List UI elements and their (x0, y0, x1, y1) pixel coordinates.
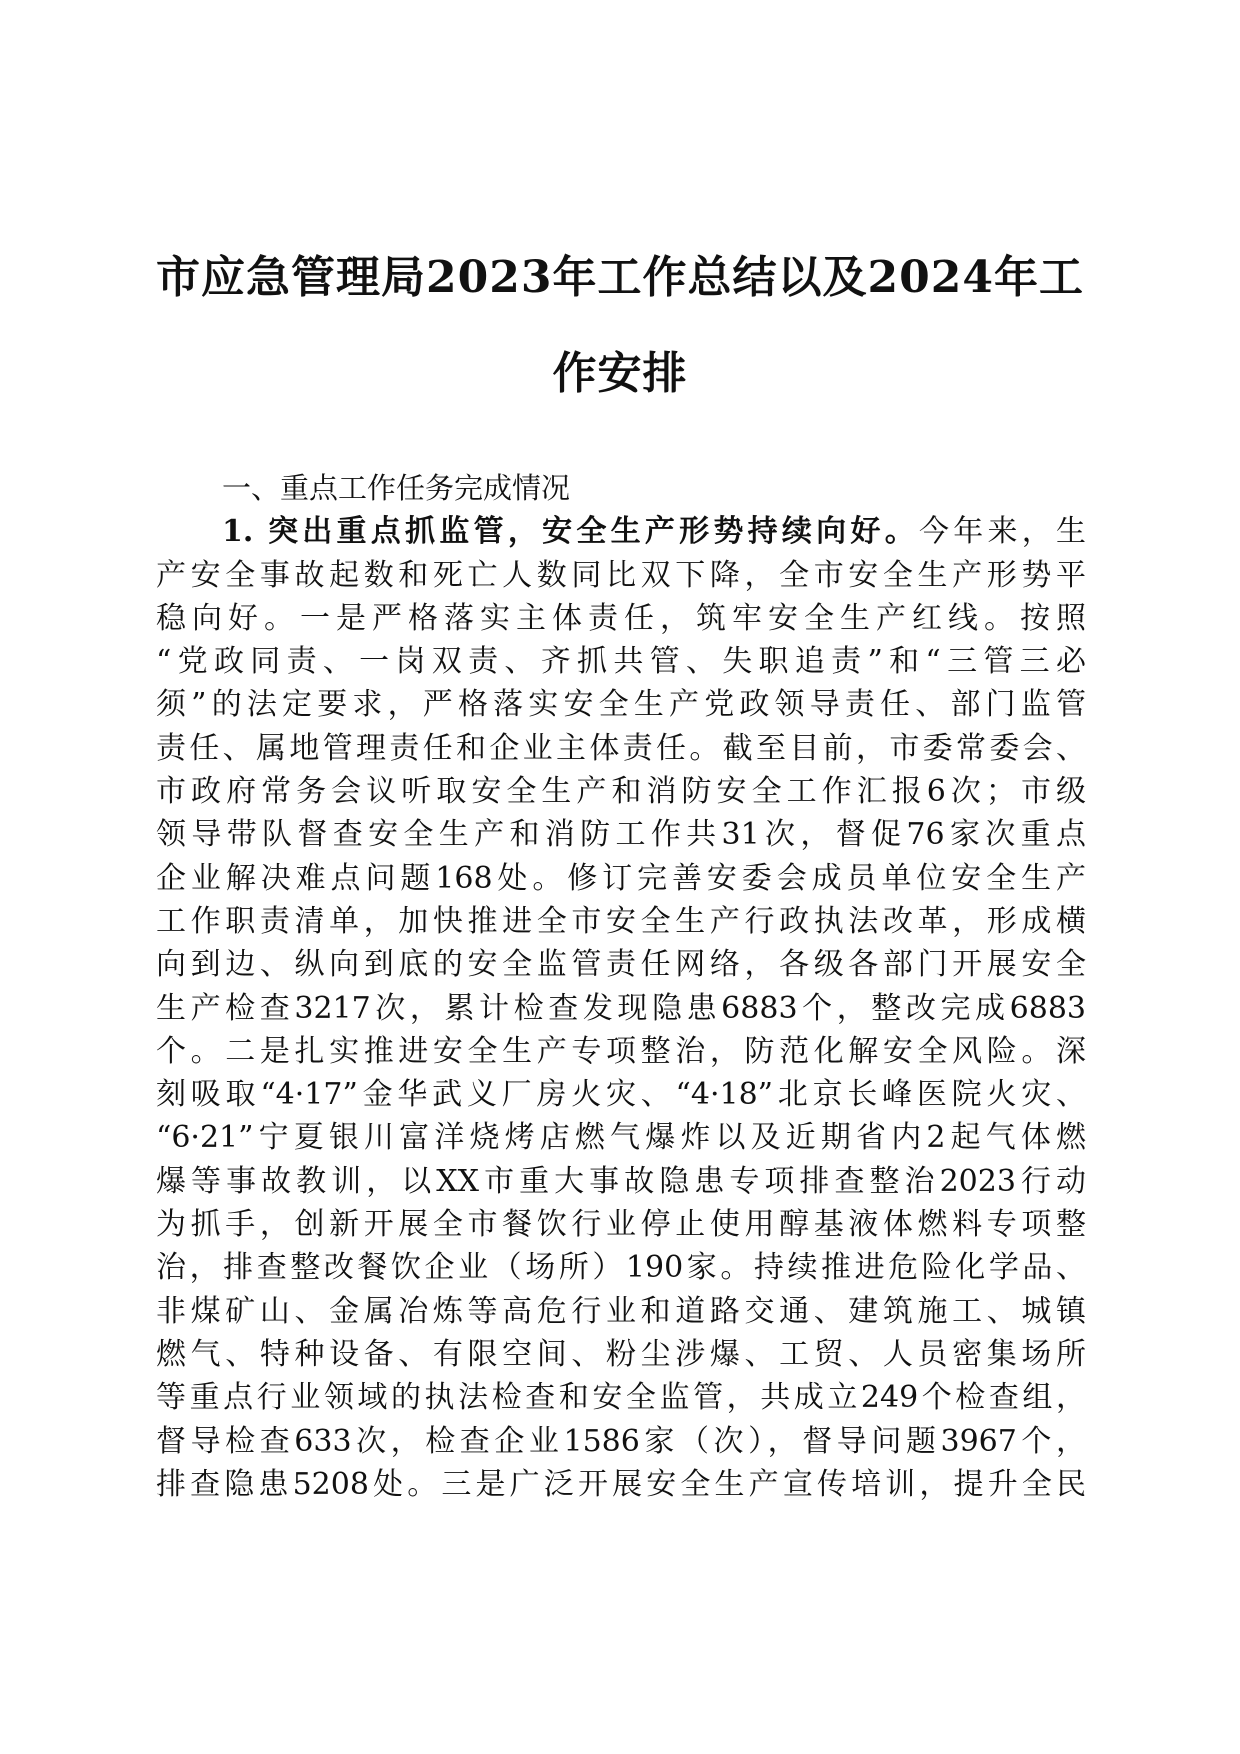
paragraph-line: 企业解决难点问题168处。修订完善安委会成员单位安全生产 (156, 860, 1086, 896)
paragraph-line-text: 今年来，生 (918, 514, 1087, 550)
paragraph-line: 市政府常务会议听取安全生产和消防安全工作汇报6次；市级 (156, 774, 1086, 810)
paragraph-line (156, 510, 1086, 553)
paragraph-line: 责任、属地管理责任和企业主体责任。截至目前，市委常委会、 (156, 730, 1086, 766)
paragraph-line: 向到边、纵向到底的安全监管责任网络，各级各部门开展安全 (156, 947, 1086, 983)
section-heading: 一、重点工作任务完成情况 (222, 471, 571, 505)
paragraph-bold-lead: 1. 突出重点抓监管，安全生产形势持续向好。 (222, 514, 919, 550)
paragraph-line: 刻吸取“4·17”金华武义厂房火灾、“4·18”北京长峰医院火灾、 (156, 1077, 1086, 1113)
paragraph-line: 爆等事故教训，以XX市重大事故隐患专项排查整治2023行动 (156, 1163, 1086, 1199)
paragraph-line: 产安全事故起数和死亡人数同比双下降，全市安全生产形势平 (156, 557, 1086, 593)
paragraph-line: 领导带队督查安全生产和消防工作共31次，督促76家次重点 (156, 817, 1086, 853)
paragraph-line: 排查隐患5208处。三是广泛开展安全生产宣传培训，提升全民 (156, 1466, 1086, 1502)
paragraph-line: 稳向好。一是严格落实主体责任，筑牢安全生产红线。按照 (156, 600, 1086, 636)
paragraph-line: 督导检查633次，检查企业1586家（次），督导问题3967个， (156, 1423, 1086, 1459)
paragraph-line: 非煤矿山、金属冶炼等高危行业和道路交通、建筑施工、城镇 (156, 1293, 1086, 1329)
paragraph-line: 治，排查整改餐饮企业（场所）190家。持续推进危险化学品、 (156, 1250, 1086, 1286)
paragraph-line: 工作职责清单，加快推进全市安全生产行政执法改革，形成横 (156, 903, 1086, 939)
paragraph-line: 为抓手，创新开展全市餐饮行业停止使用醇基液体燃料专项整 (156, 1207, 1086, 1243)
document-body (156, 467, 1086, 1506)
paragraph-line: 须”的法定要求，严格落实安全生产党政领导责任、部门监管 (156, 687, 1086, 723)
paragraph-line: 燃气、特种设备、有限空间、粉尘涉爆、工贸、人员密集场所 (156, 1336, 1086, 1372)
paragraph-line: 生产检查3217次，累计检查发现隐患6883个，整改完成6883 (156, 990, 1086, 1026)
paragraph-line: “党政同责、一岗双责、齐抓共管、失职追责”和“三管三必 (156, 644, 1086, 680)
paragraph-line: “6·21”宁夏银川富洋烧烤店燃气爆炸以及近期省内2起气体燃 (156, 1120, 1086, 1156)
paragraph-line: 等重点行业领域的执法检查和安全监管，共成立249个检查组， (156, 1380, 1086, 1416)
title-line-2: 作安排 (552, 348, 688, 399)
title-line-1: 市应急管理局2023年工作总结以及2024年工 (156, 252, 1084, 303)
paragraph-line: 个。二是扎实推进安全生产专项整治，防范化解安全风险。深 (156, 1033, 1086, 1069)
document-title (150, 230, 1090, 422)
